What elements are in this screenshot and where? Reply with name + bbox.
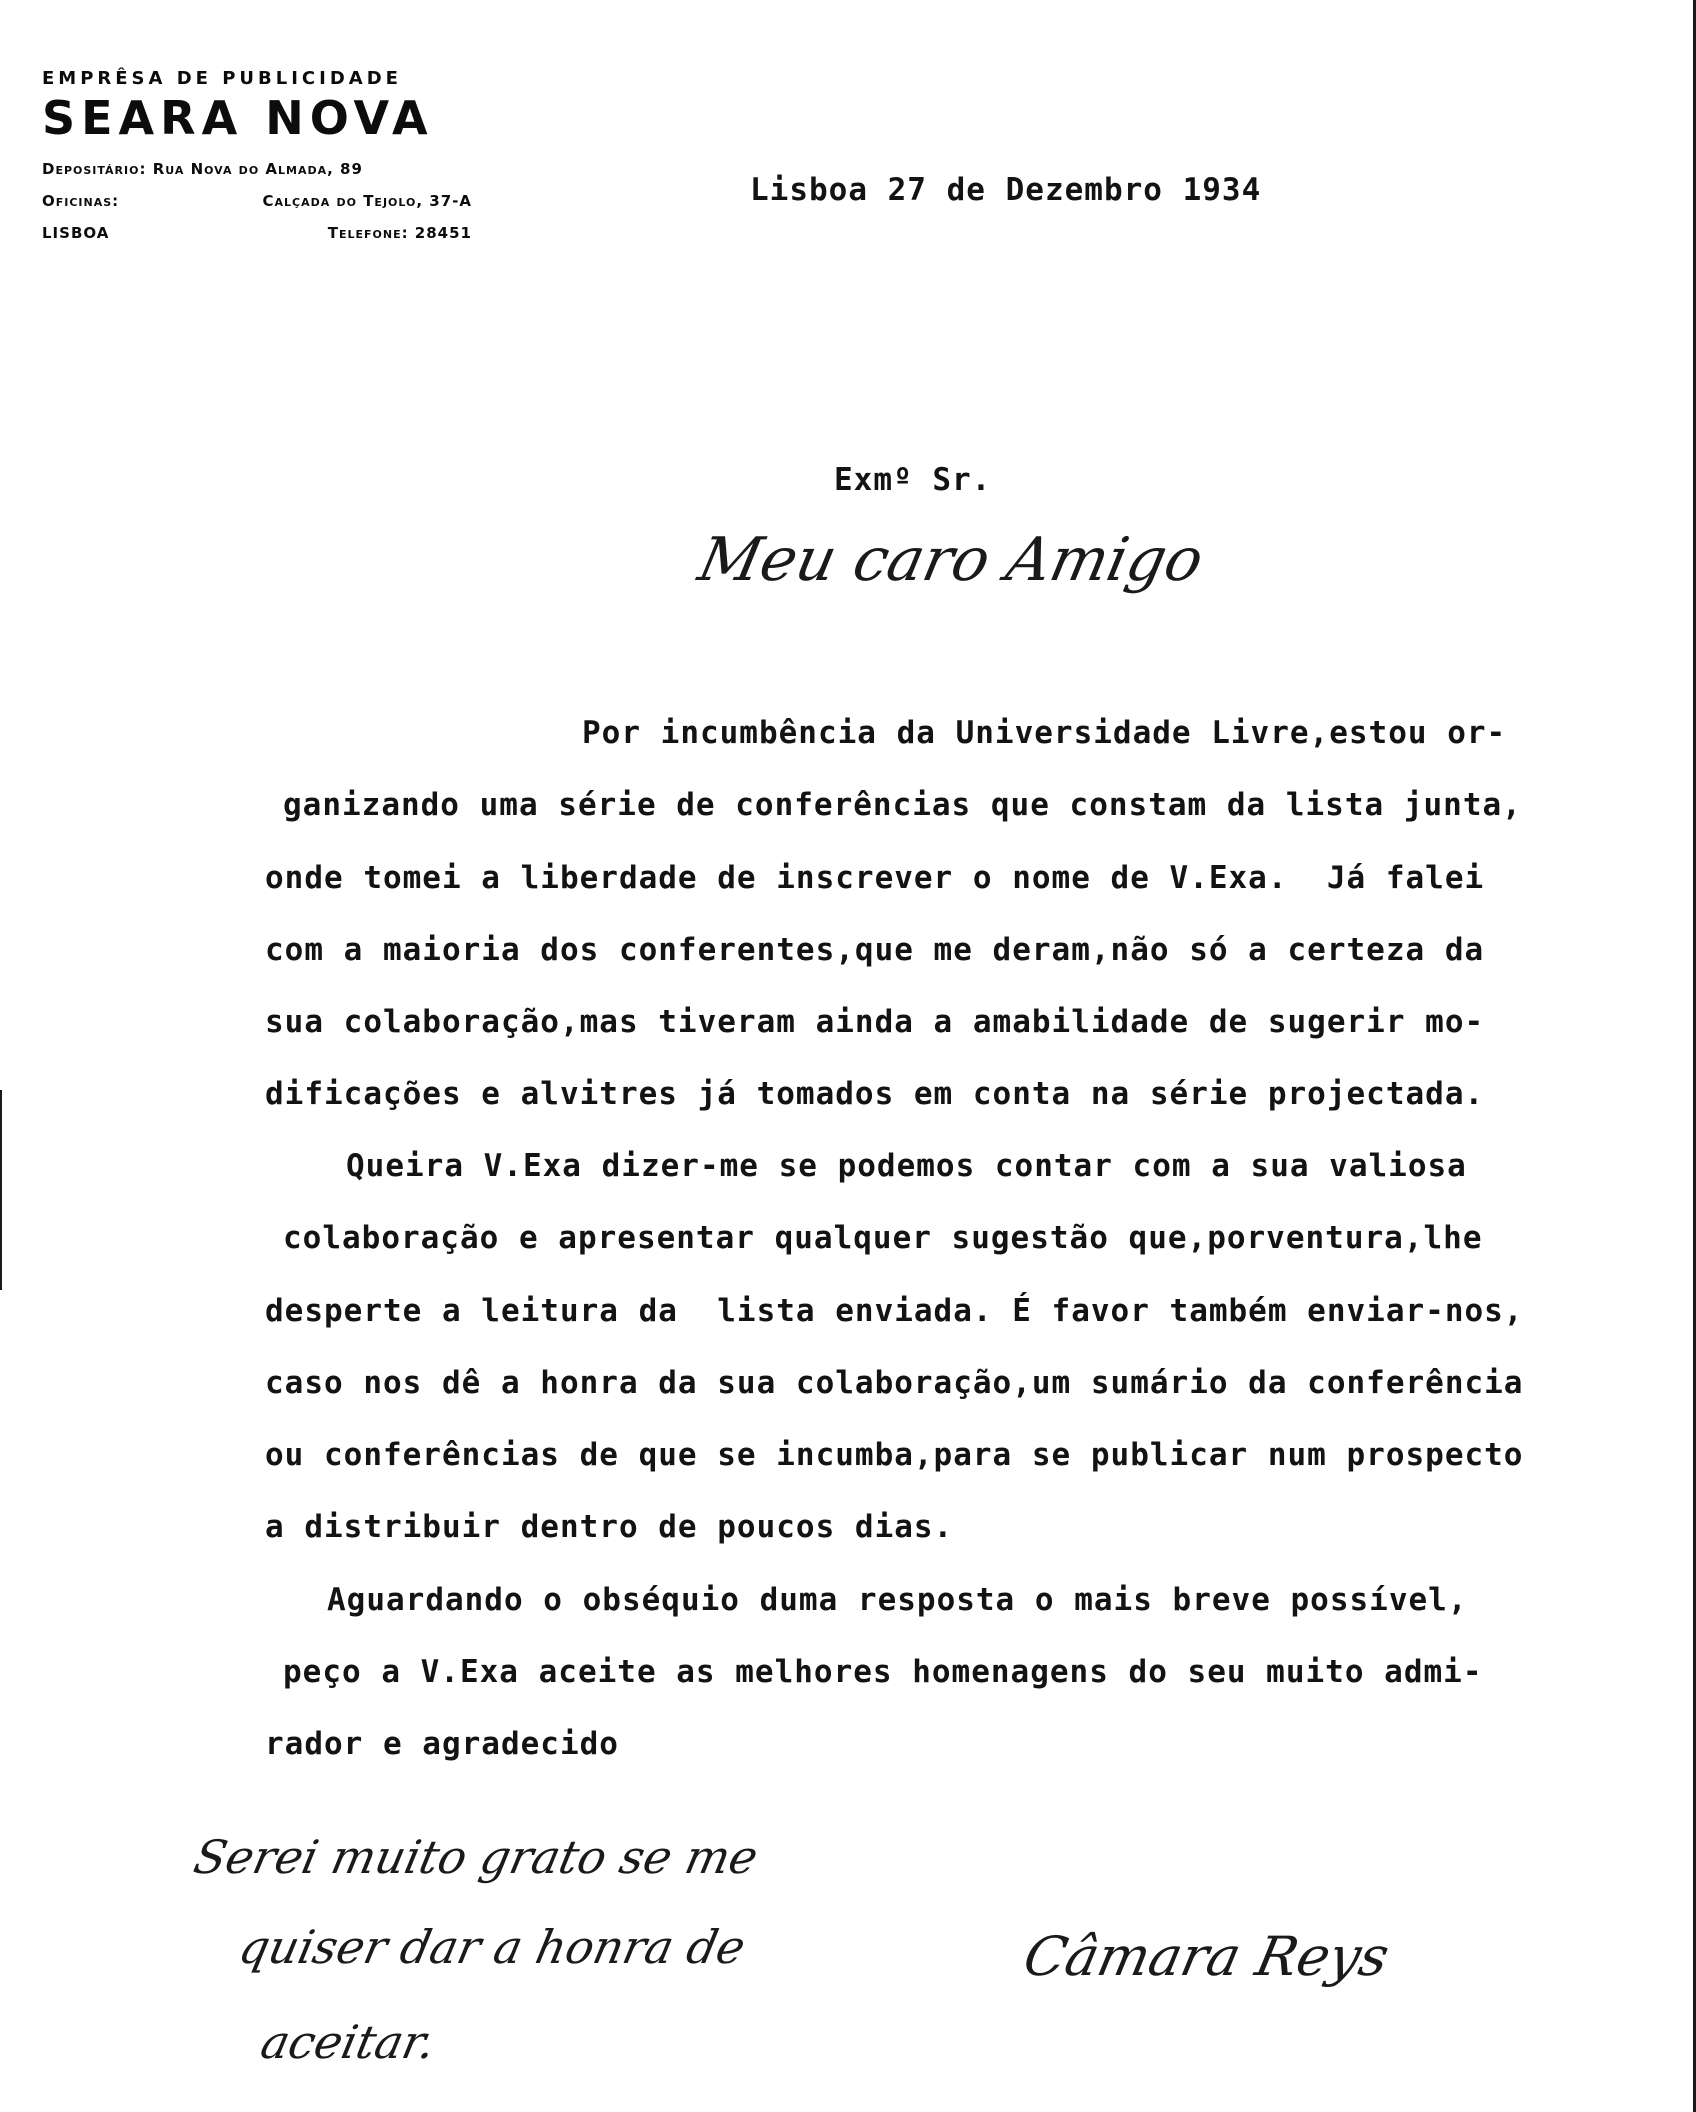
body-line: dificações e alvitres já tomados em conta na série projectada. [265,1076,1485,1112]
postscript-line: Serei muito grato se me [189,1830,763,1884]
body-line: rador e agradecido [265,1726,619,1762]
body-line: onde tomei a liberdade de inscrever o nome de V.Exa. Já falei [265,860,1485,896]
postscript-line: quiser dar a honra de [234,1920,751,1974]
salutation-handwritten: Meu caro Amigo [692,525,1210,595]
body-line: colaboração e apresentar qualquer sugestão que,porventura,lhe [283,1220,1483,1256]
letterhead-depositario-line [42,153,472,185]
letterhead-city-line [42,217,472,249]
letterhead-depositario: Depositário: Rua Nova do Almada, 89 [42,160,363,178]
body-line: Queira V.Exa dizer-me se podemos contar com a sua valiosa [346,1148,1467,1184]
body-line: caso nos dê a honra da sua colaboração,um sumário da conferência [265,1365,1524,1401]
body-line: ou conferências de que se incumba,para se publicar num prospecto [265,1437,1524,1473]
letterhead-company: EMPRÊSA DE PUBLICIDADE [42,68,402,89]
postscript-line: aceitar. [256,2015,441,2069]
letterhead-oficinas-label: Oficinas: [42,192,120,210]
body-line: com a maioria dos conferentes,que me deram,não só a certeza da [265,932,1485,968]
left-edge-scan-line [0,1090,2,1290]
body-line: Por incumbência da Universidade Livre,estou or- [582,715,1507,751]
date-line: Lisboa 27 de Dezembro 1934 [750,172,1262,208]
body-line: desperte a leitura da lista enviada. É favor também enviar-nos, [265,1293,1524,1329]
letterhead-oficinas-address: Calçada do Tejolo, 37-A [262,192,472,210]
letterhead-name: SEARA NOVA [42,91,434,145]
letterhead [42,68,472,249]
body-line: ganizando uma série de conferências que constam da lista junta, [283,787,1522,823]
body-line: a distribuir dentro de poucos dias. [265,1509,954,1545]
body-line: peço a V.Exa aceite as melhores homenagens do seu muito admi- [283,1654,1483,1690]
body-line: sua colaboração,mas tiveram ainda a amabilidade de sugerir mo- [265,1004,1485,1040]
signature: Câmara Reys [1018,1925,1395,1988]
letterhead-oficinas-line [42,185,472,217]
letterhead-city: LISBOA [42,224,110,242]
body-line: Aguardando o obséquio duma resposta o mais breve possível, [327,1582,1468,1618]
letterhead-telefone: Telefone: 28451 [327,224,472,242]
salutation-typed: Exmº Sr. [834,462,992,498]
